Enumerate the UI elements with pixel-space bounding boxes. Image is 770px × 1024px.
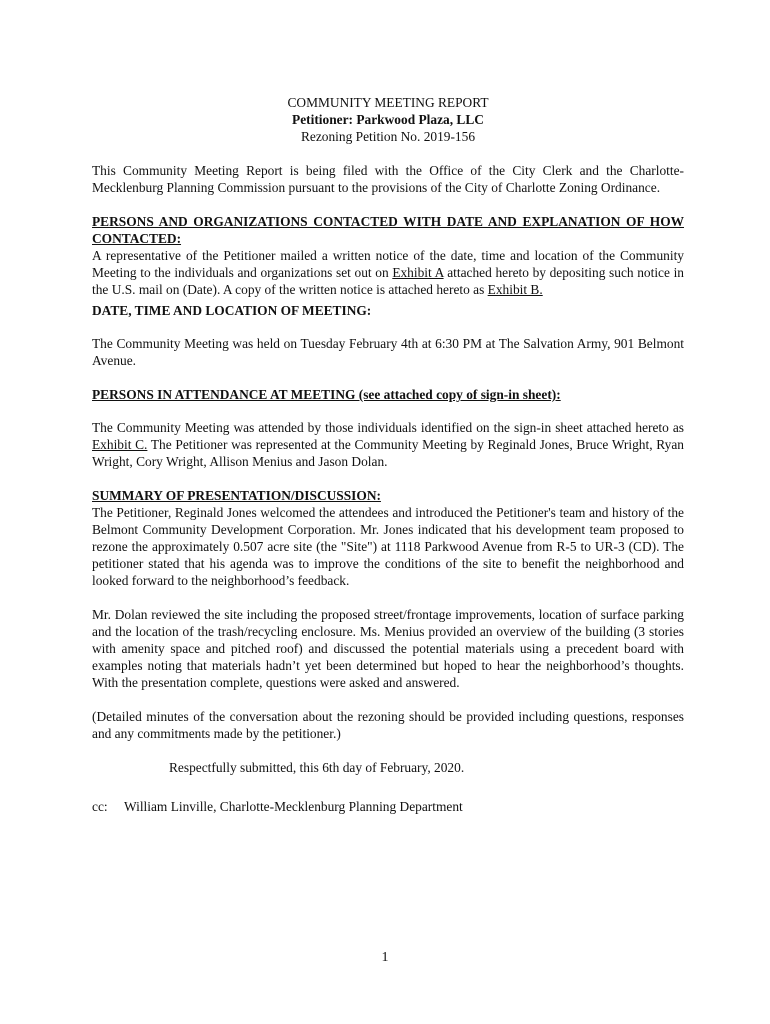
contacted-text-part2: attached hereto by depositing such notice in the U.S. mail on (Date). A copy of the written notice is attached hereto as: [92, 265, 685, 297]
section-date-heading: DATE, TIME AND LOCATION OF MEETING:: [92, 303, 372, 318]
attendance-text-part1: The Community Meeting was attended by those individuals identified on the sign-in sheet attached hereto as: [92, 420, 684, 435]
exhibit-a-ref: Exhibit A: [392, 265, 444, 280]
cc-line: [92, 798, 684, 815]
summary-paragraph-2: Mr. Dolan reviewed the site including the proposed street/frontage improvements, location of surface parking and the location of the trash/recycling enclosure. Ms. Menius provided an overview of the building (3 stories with amenity space and pitched roof) and discussed the potential materials using a precedent board with examples noting that materials hadn’t yet been determined but hoped to hear the neighborhood’s thoughts. With the presentation complete, questions were asked and answered.: [92, 607, 684, 690]
report-title: COMMUNITY MEETING REPORT: [287, 95, 489, 110]
summary-paragraph-1: The Petitioner, Reginald Jones welcomed the attendees and introduced the Petitioner's team and history of the Belmont Community Development Corporation. Mr. Jones indicated that his development team proposed to rezone the approximately 0.507 acre site (the "Site") at 1118 Parkwood Avenue from R-5 to UR-3 (CD). The petitioner stated that his agenda was to improve the conditions of the site to benefit the neighborhood and looked forward to the neighborhood’s feedback.: [92, 505, 684, 588]
petitioner-line: Petitioner: Parkwood Plaza, LLC: [292, 112, 484, 127]
cc-label: cc:: [92, 799, 108, 814]
petition-number: Rezoning Petition No. 2019-156: [300, 129, 476, 144]
section-contacted-text: [92, 247, 684, 298]
section-attendance-text: [92, 419, 684, 470]
exhibit-c-ref: Exhibit C.: [92, 437, 148, 452]
cc-recipient: William Linville, Charlotte-Mecklenburg Planning Department: [124, 799, 463, 814]
intro-paragraph: This Community Meeting Report is being filed with the Office of the City Clerk and the Charlotte-Mecklenburg Planning Commission pursuant to the provisions of the City of Charlotte Zoning Ordinance.: [92, 163, 684, 195]
signature-line: Respectfully submitted, this 6th day of February, 2020.: [169, 760, 465, 775]
section-contacted-heading: PERSONS AND ORGANIZATIONS CONTACTED WITH DATE AND EXPLANATION OF HOW CONTACTED:: [92, 214, 684, 246]
document-page: [92, 94, 684, 815]
section-attendance-heading: PERSONS IN ATTENDANCE AT MEETING (see attached copy of sign-in sheet):: [92, 387, 561, 402]
attendance-text-part2: The Petitioner was represented at the Community Meeting by Reginald Jones, Bruce Wright, Ryan Wright, Cory Wright, Allison Menius and Jason Dolan.: [92, 437, 684, 469]
contacted-text-part1: A representative of the Petitioner mailed a written notice of the date, time and location of the Community Meeting to the individuals and organizations set out on: [92, 248, 684, 280]
section-summary-heading: SUMMARY OF PRESENTATION/DISCUSSION:: [92, 488, 381, 503]
page-number: 1: [381, 950, 389, 965]
summary-paragraph-3: (Detailed minutes of the conversation about the rezoning should be provided including questions, responses and any commitments made by the petitioner.): [92, 709, 684, 741]
exhibit-b-ref: Exhibit B.: [487, 282, 543, 297]
section-date-text: The Community Meeting was held on Tuesday February 4th at 6:30 PM at The Salvation Army, 901 Belmont Avenue.: [92, 336, 684, 368]
